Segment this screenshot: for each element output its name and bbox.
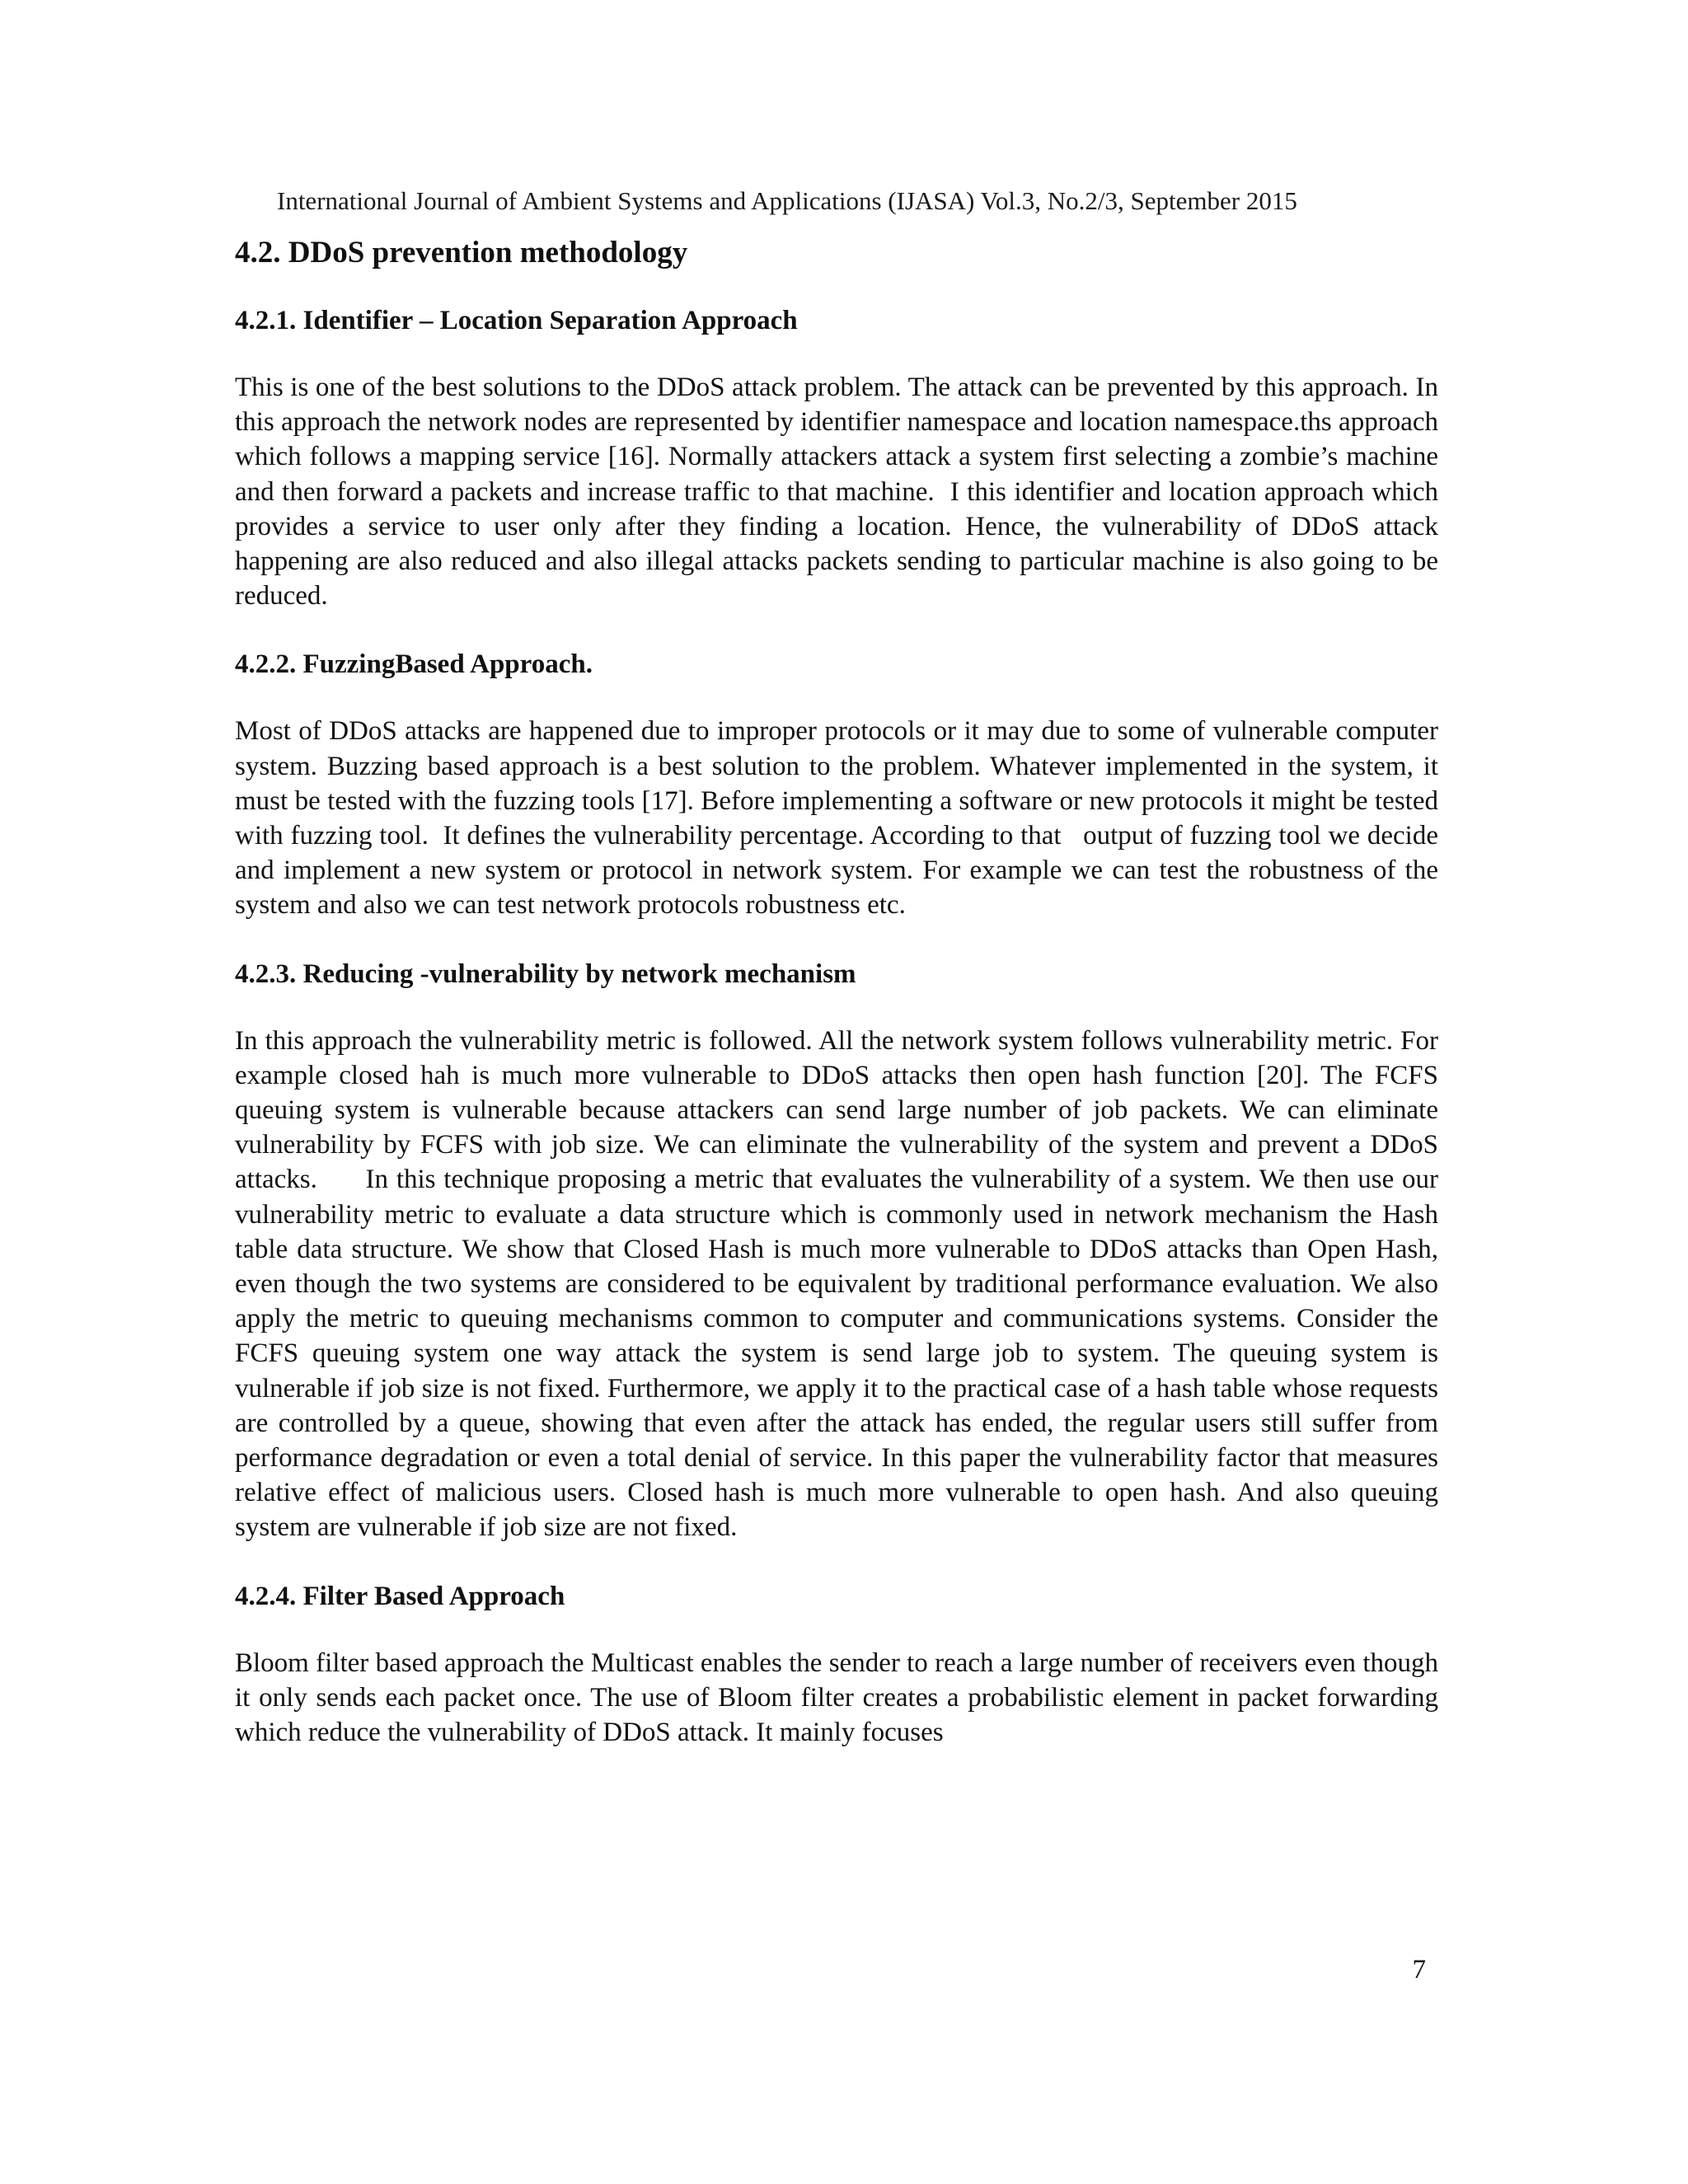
paragraph-fuzzing-based: Most of DDoS attacks are happened due to improper protocols or it may due to some of vulnerable computer system. Buzzing based approach is a best solution to the problem. Whatever implemented in the system, it must be tested with the fuzzing tools [17]. Before implementing a software or new protocols it might be tested with fuzzing tool. It defines the vulnerability percentage. According to that output of fuzzing tool we decide and implement a new system or protocol in network system. For example we can test the robustness of the system and also we can test network protocols robustness etc. <box>235 716 1446 921</box>
paragraph-identifier-location: This is one of the best solutions to the DDoS attack problem. The attack can be prevented by this approach. In this approach the network nodes are represented by identifier namespace and location namespace.ths approach which follows a mapping service [16]. Normally attackers attack a system first selecting a zombie’s machine and then forward a packets and increase traffic to that machine. I this identifier and location approach which provides a service to user only after they finding a location. Hence, the vulnerability of DDoS attack happening are also reduced and also illegal attacks packets sending to particular machine is also going to be reduced. <box>235 373 1446 612</box>
section-title: 4.2. DDoS prevention methodology <box>235 236 688 269</box>
subsection-heading-4-2-3: 4.2.3. Reducing -vulnerability by network mechanism <box>235 958 856 989</box>
subsection-heading-4-2-2: 4.2.2. FuzzingBased Approach. <box>235 649 593 680</box>
paragraph-filter-based: Bloom filter based approach the Multicast enables the sender to reach a large number of receivers even though it only sends each packet once. The use of Bloom filter creates a probabilistic element in packet forwarding which reduce the vulnerability of DDoS attack. It mainly focuses <box>235 1647 1446 1748</box>
running-header: International Journal of Ambient Systems and Applications (IJASA) Vol.3, No.2/3, September 2015 <box>277 186 1297 215</box>
subsection-heading-4-2-1: 4.2.1. Identifier – Location Separation Approach <box>235 306 798 335</box>
subsection-heading-4-2-4: 4.2.4. Filter Based Approach <box>235 1581 565 1611</box>
page-number: 7 <box>1412 1955 1426 1985</box>
paragraph-reducing-vulnerability: In this approach the vulnerability metric is followed. All the network system follows vulnerability metric. For example closed hah is much more vulnerable to DDoS attacks then open hash function [20]. The FCFS queuing system is vulnerable because attackers can send large number of job packets. We can eliminate vulnerability by FCFS with job size. We can eliminate the vulnerability of the system and prevent a DDoS attacks. In this technique proposing a metric that evaluates the vulnerability of a system. We then use our vulnerability metric to evaluate a data structure which is commonly used in network mechanism the Hash table data structure. We show that Closed Hash is much more vulnerable to DDoS attacks than Open Hash, even though the two systems are considered to be equivalent by traditional performance evaluation. We also apply the metric to queuing mechanisms common to computer and communications systems. Consider the FCFS queuing system one way attack the system is send large job to system. The queuing system is vulnerable if job size is not fixed. Furthermore, we apply it to the practical case of a hash table whose requests are controlled by a queue, showing that even after the attack has ended, the regular users still suffer from performance degradation or even a total denial of service. In this paper the vulnerability factor that measures relative effect of malicious users. Closed hash is much more vulnerable to open hash. And also queuing system are vulnerable if job size are not fixed. <box>235 1025 1446 1543</box>
page-content <box>235 233 1446 1750</box>
